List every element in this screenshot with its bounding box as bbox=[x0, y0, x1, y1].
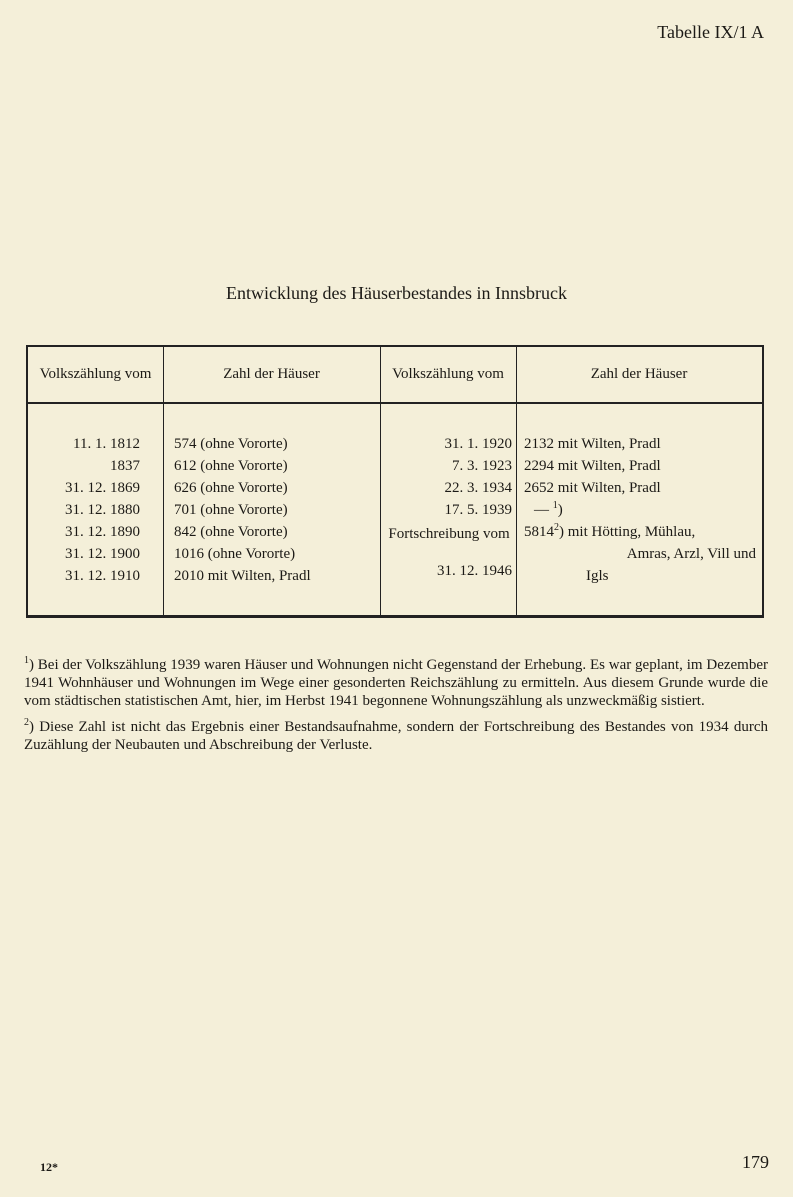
table-cell-date: 31. 12. 1946 bbox=[437, 563, 512, 579]
left-houses-column bbox=[174, 433, 380, 587]
table-cell-date: 31. 12. 1880 bbox=[65, 502, 140, 518]
footnote-ref-paren: ) bbox=[557, 502, 563, 518]
table-cell-date: 31. 12. 1910 bbox=[65, 568, 140, 584]
table-cell-date: 31. 12. 1900 bbox=[65, 546, 140, 562]
house-count-value: 5814 bbox=[524, 524, 554, 540]
table-cell-houses: 842 (ohne Vororte) bbox=[174, 524, 288, 540]
table-cell-houses: 2652 mit Wilten, Pradl bbox=[524, 480, 661, 496]
table-cell-houses: 626 (ohne Vororte) bbox=[174, 480, 288, 496]
house-count-suffix: ) mit Hötting, Mühlau, bbox=[559, 524, 696, 540]
table-cell-houses bbox=[524, 499, 756, 521]
footnote-ref: 1 bbox=[552, 500, 558, 511]
table-cell-date: 1837 bbox=[110, 458, 140, 474]
table-cell-houses: 612 (ohne Vororte) bbox=[174, 458, 288, 474]
table-cell-houses: 574 (ohne Vororte) bbox=[174, 436, 288, 452]
table-cell-date: 31. 1. 1920 bbox=[444, 436, 512, 452]
table-cell-houses: 701 (ohne Vororte) bbox=[174, 502, 288, 518]
footnote-marker: 2 bbox=[24, 717, 29, 728]
column-header-census-date: Volkszählung vom bbox=[39, 366, 152, 382]
table-cell-date: 31. 12. 1869 bbox=[65, 480, 140, 496]
left-date-column bbox=[34, 433, 140, 587]
footnote-text: ) Bei der Volkszählung 1939 waren Häuser und Wohnungen nicht Gegenstand der Erhebung. Es war geplant, im Dezember 1941 Wohnhäuser und Wohnungen im Wege einer gesonderten Reichszählung zu ermitteln. Aus diesem Grunde wurde die vom städtischen statistischen Amt, hier, im Herbst 1941 begonnene Wohnungszählung als unzweckmäßig sistiert. bbox=[24, 657, 768, 709]
footnotes bbox=[24, 656, 768, 762]
table-cell-houses: 2010 mit Wilten, Pradl bbox=[174, 568, 311, 584]
table-cell-houses: 2294 mit Wilten, Pradl bbox=[524, 458, 661, 474]
table-cell-houses bbox=[524, 521, 756, 543]
footnote bbox=[24, 656, 768, 710]
footnote-text: ) Diese Zahl ist nicht das Ergebnis einer Bestandsaufnahme, sondern der Fortschreibung des Bestandes von 1934 durch Zuzählung der Neubauten und Abschreibung der Verluste. bbox=[24, 719, 768, 753]
right-date-column bbox=[386, 433, 512, 582]
signature-mark: 12* bbox=[40, 1160, 58, 1174]
column-header-house-count: Zahl der Häuser bbox=[590, 366, 688, 382]
fortschreibung-label: Fortschreibung vom bbox=[388, 526, 510, 542]
column-header-census-date: Volkszählung vom bbox=[392, 366, 504, 382]
table-cell-houses-continued: Amras, Arzl, Vill und bbox=[626, 546, 756, 562]
table-cell-houses: 1016 (ohne Vororte) bbox=[174, 546, 296, 562]
table-label: Tabelle IX/1 A bbox=[657, 22, 764, 42]
dash-value: — bbox=[534, 502, 553, 518]
table-cell-date: 17. 5. 1939 bbox=[444, 502, 512, 518]
table-cell-date: 11. 1. 1812 bbox=[73, 436, 140, 452]
table-cell-date: 7. 3. 1923 bbox=[452, 458, 512, 474]
table-cell-houses-continued: Igls bbox=[586, 568, 609, 584]
header-rule bbox=[28, 402, 762, 404]
housing-table bbox=[26, 345, 764, 618]
page-number: 179 bbox=[742, 1152, 769, 1172]
column-header-house-count: Zahl der Häuser bbox=[223, 366, 320, 382]
footnote-marker: 1 bbox=[24, 655, 29, 666]
table-cell-houses: 2132 mit Wilten, Pradl bbox=[524, 436, 661, 452]
table-cell-date: 31. 12. 1890 bbox=[65, 524, 140, 540]
footnote bbox=[24, 718, 768, 754]
right-houses-column bbox=[524, 433, 756, 587]
table-title: Entwicklung des Häuserbestandes in Innsbruck bbox=[226, 283, 567, 303]
footnote-ref: 2 bbox=[554, 522, 559, 533]
table-cell-date: 22. 3. 1934 bbox=[444, 480, 512, 496]
